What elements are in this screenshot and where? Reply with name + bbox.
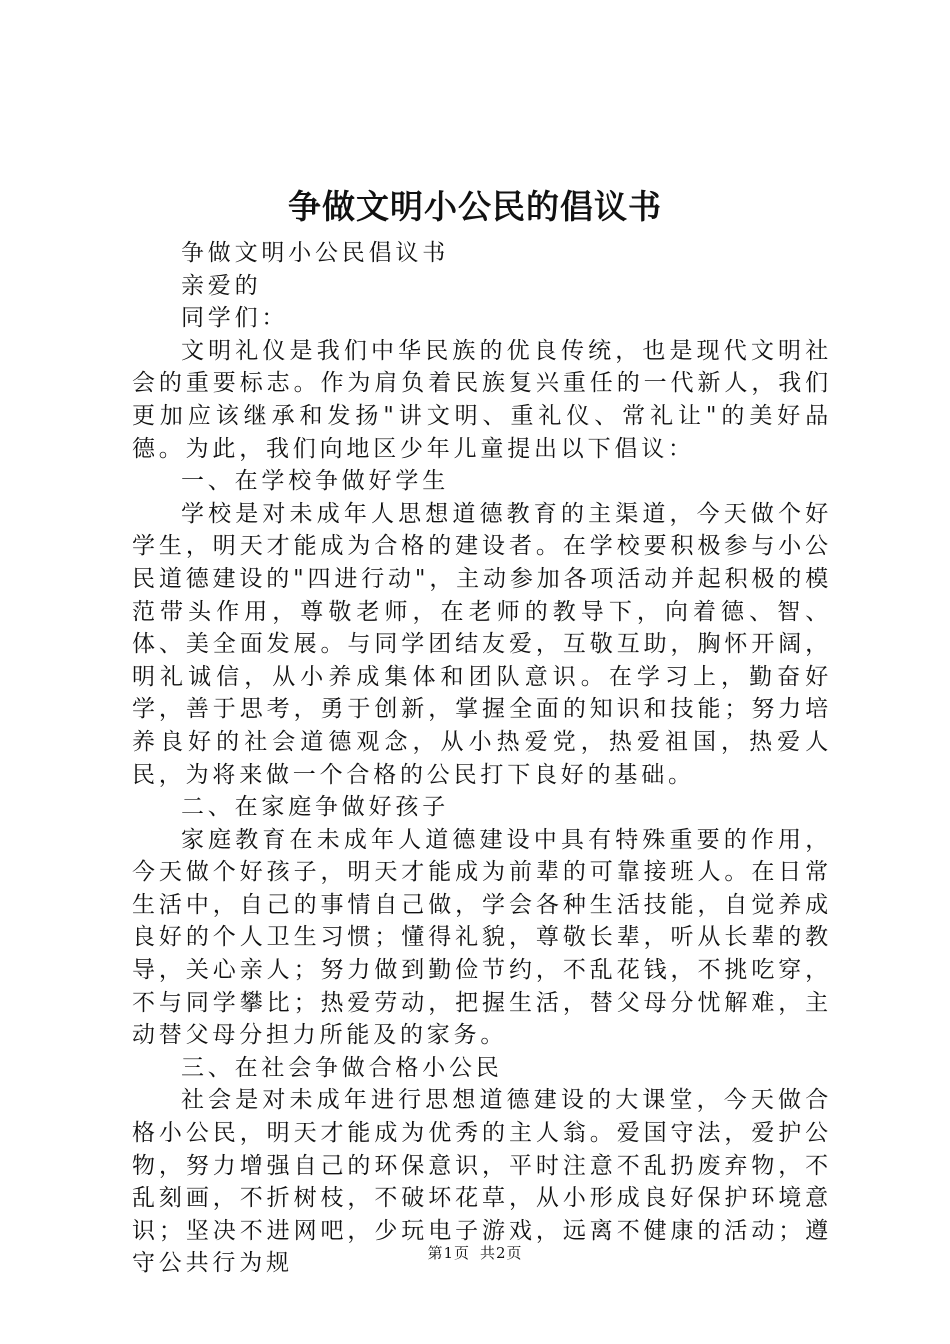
section-heading-society: 三、在社会争做合格小公民 bbox=[181, 1054, 503, 1081]
document-title: 争做文明小公民的倡议书 bbox=[288, 187, 662, 226]
section-heading-school: 一、在学校争做好学生 bbox=[181, 468, 449, 495]
paragraph-society: 社会是对未成年进行思想道德建设的大课堂，今天做合格小公民，明天才能成为优秀的主人翁。爱国守法，爱护公物，努力增强自己的环保意识，平时注意不乱扔废弃物，不乱刻画，不折树枝，不破坏花草，从小形成良好保护环境意识；坚决不进网吧，少玩电子游戏，远离不健康的活动；遵守公共行为规 bbox=[132, 1087, 832, 1277]
paragraph-intro: 文明礼仪是我们中华民族的优良传统，也是现代文明社会的重要标志。作为肩负着民族复兴重任的一代新人，我们更加应该继承和发扬"讲文明、重礼仪、常礼让"的美好品德。为此，我们向地区少年儿童提出以下倡议： bbox=[132, 337, 832, 462]
section-heading-family: 二、在家庭争做好孩子 bbox=[181, 794, 449, 821]
paragraph-salutation-cont: 同学们： bbox=[181, 305, 289, 332]
paragraph-subtitle: 争做文明小公民倡议书 bbox=[181, 240, 449, 266]
document-body bbox=[132, 237, 832, 1280]
paragraph-family: 家庭教育在未成年人道德建设中具有特殊重要的作用，今天做个好孩子，明天才能成为前辈的可靠接班人。在日常生活中，自己的事情自己做，学会各种生活技能，自觉养成良好的个人卫生习惯；懂得礼貌，尊敬长辈，听从长辈的教导，关心亲人；努力做到勤俭节约，不乱花钱，不挑吃穿，不与同学攀比；热爱劳动，把握生活，替父母分忧解难，主动替父母分担力所能及的家务。 bbox=[132, 826, 832, 1049]
page-footer bbox=[0, 1242, 950, 1264]
paragraph-salutation: 亲爱的 bbox=[181, 272, 262, 299]
page-number: 第1页 bbox=[427, 1244, 470, 1262]
page-total: 共2页 bbox=[480, 1244, 523, 1262]
paragraph-school: 学校是对未成年人思想道德教育的主渠道，今天做个好学生，明天才能成为合格的建设者。在学校要积极参与小公民道德建设的"四进行动"，主动参加各项活动并起积极的模范带头作用，尊敬老师，在老师的教导下，向着德、智、体、美全面发展。与同学团结友爱，互敬互助，胸怀开阔，明礼诚信，从小养成集体和团队意识。在学习上，勤奋好学，善于思考，勇于创新，掌握全面的知识和技能；努力培养良好的社会道德观念，从小热爱党，热爱祖国，热爱人民，为将来做一个合格的公民打下良好的基础。 bbox=[132, 500, 832, 788]
